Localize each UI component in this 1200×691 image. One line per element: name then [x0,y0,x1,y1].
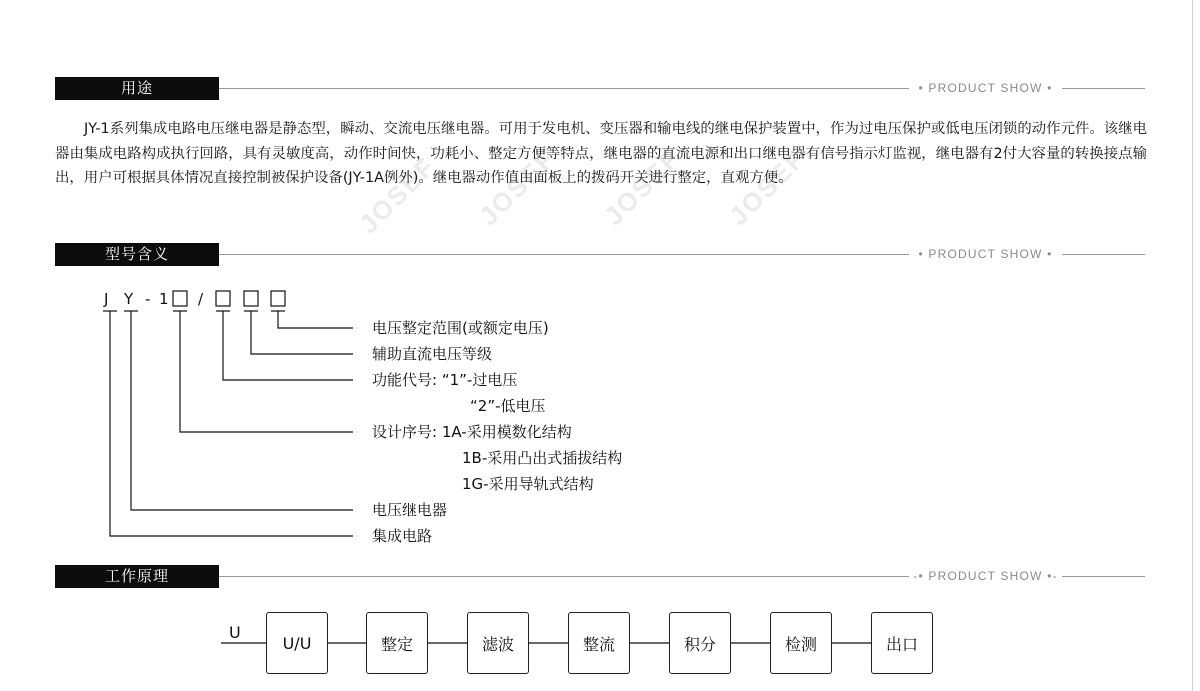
label-aux-dc: 辅助直流电压等级 [372,345,493,363]
page-edge [1192,0,1193,691]
section-rule-right [1062,254,1145,255]
code-box [216,291,230,306]
watermark-text: JOSEF [597,142,687,232]
flow-step-setting: 整定 [366,612,428,674]
watermark-text: JOSEF [352,150,442,240]
label-design-seq-b: 1B-采用凸出式插拔结构 [462,449,623,467]
code-char-slash: / [198,290,204,308]
product-show-tag: • PRODUCT SHOW • [918,81,1053,95]
code-box [271,291,285,306]
product-show-tag: • PRODUCT SHOW • [918,247,1053,261]
label-function-code: 功能代号: “1”-过电压 [372,371,518,389]
label-setting-range: 电压整定范围(或额定电压) [372,319,549,337]
section-title-model: 型号含义 [55,243,219,266]
code-box [173,291,187,306]
section-rule-left [219,576,909,577]
flow-step-filter: 滤波 [467,612,529,674]
usage-paragraph: JY-1系列集成电路电压继电器是静态型，瞬动、交流电压继电器。可用于发电机、变压器和输电线的继电保护装置中，作为过电压保护或低电压闭锁的动作元件。该继电器由集成电路构成执行回路，具有灵敏度高，动作时间快，功耗小、整定方便等特点，继电器的直流电源和出口继电器有信号指示灯监视，继电器有2付大容量的转换接点输出，用户可根据具体情况直接控制被保护设备(JY-1A例外)。继电器动作值由面板上的拨码开关进行整定，直观方便。 [55,121,1147,186]
section-rule-right [1062,88,1145,89]
label-voltage-relay: 电压继电器 [372,501,448,519]
section-rule-right [1062,576,1145,577]
section-title-principle: 工作原理 [55,565,219,588]
flow-step-integrate: 积分 [669,612,731,674]
watermark-text: JOSEF [722,142,812,232]
label-function-code-2: “2”-低电压 [470,397,546,415]
flow-step-uu: U/U [266,612,328,674]
watermark-text: JOSEF [472,142,562,232]
flow-step-detect: 检测 [770,612,832,674]
flow-input-label: U [229,623,241,642]
leader-aux-dc [251,311,353,354]
flow-step-rectify: 整流 [568,612,630,674]
label-integrated-circuit: 集成电路 [372,527,433,545]
code-char-y: Y [124,290,134,308]
code-box [244,291,258,306]
leader-setting-range [278,311,353,328]
code-char-dash: - [145,290,151,308]
leader-design-seq [180,311,353,432]
leader-voltage-relay [131,311,353,510]
flow-step-output: 出口 [871,612,933,674]
code-char-j: J [104,290,109,308]
label-design-seq: 设计序号: 1A-采用模数化结构 [372,423,572,441]
label-design-seq-g: 1G-采用导轨式结构 [462,475,594,493]
leader-function-code [223,311,353,380]
product-show-tag: -• PRODUCT SHOW •- [913,569,1058,583]
section-title-usage: 用途 [55,77,219,100]
section-rule-left [219,88,909,89]
section-rule-left [219,254,909,255]
code-char-1: 1 [159,290,169,308]
leader-integrated-circuit [110,311,353,536]
